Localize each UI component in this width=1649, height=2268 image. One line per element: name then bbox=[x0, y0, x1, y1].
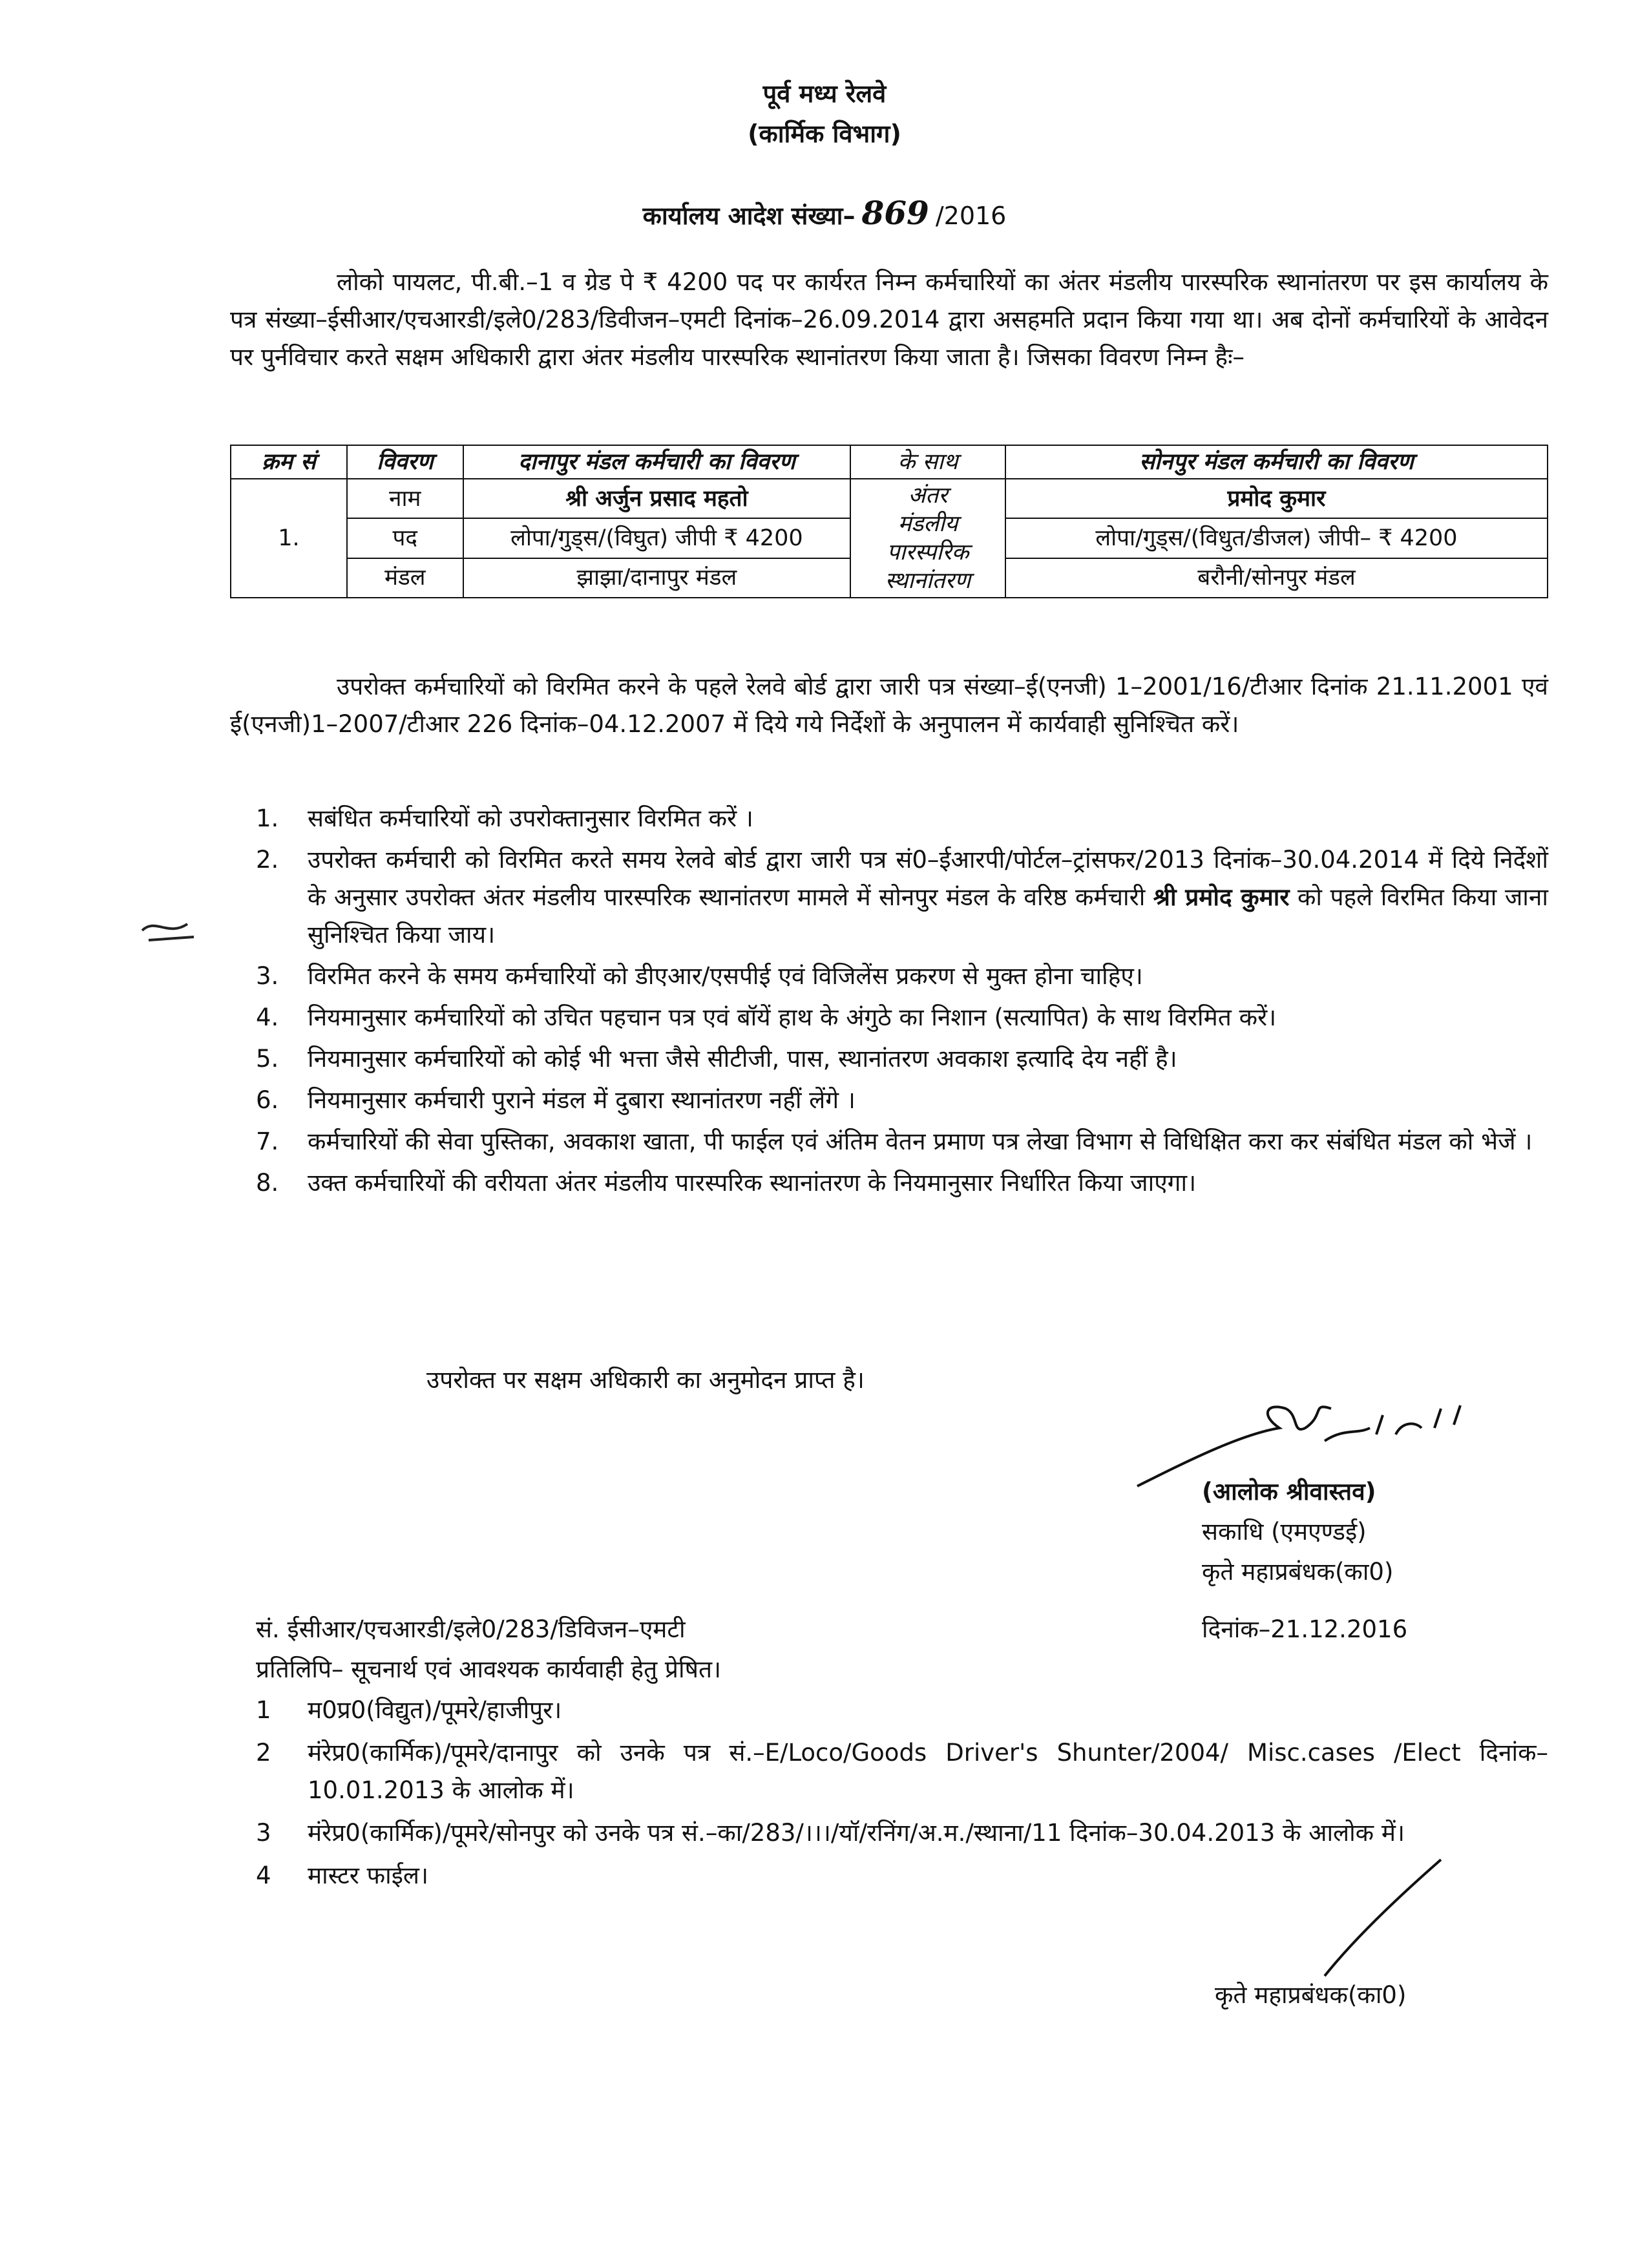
office-order-heading bbox=[0, 194, 1649, 232]
item-number: 2. bbox=[256, 846, 279, 874]
list-item bbox=[256, 1692, 1548, 1729]
danapur-name: श्री अर्जुन प्रसाद महतो bbox=[463, 479, 850, 518]
row-label: पद bbox=[347, 518, 463, 558]
sr-number-cell: 1. bbox=[231, 479, 347, 598]
header-with: के साथ bbox=[850, 445, 1005, 479]
item-number: 4 bbox=[256, 1862, 271, 1889]
sonpur-post: लोपा/गुड्स/(विधुत/डीजल) जीपी– ₹ 4200 bbox=[1005, 518, 1548, 558]
item-text: मंरेप्र0(कार्मिक)/पूमरे/दानापुर को उनके पत्र सं.–E/Loco/Goods Driver's Shunter/2004/ Misc.cases /Elect दिनांक–10.01.2013 के आलोक में। bbox=[308, 1739, 1548, 1804]
list-item bbox=[256, 999, 1548, 1036]
item-text: विरमित करने के समय कर्मचारियों को डीएआर/एसपीई एवं विजिलेंस प्रकरण से मुक्त होना चाहिए। bbox=[308, 962, 1143, 990]
item-number: 6. bbox=[256, 1086, 279, 1114]
middle-line: मंडलीय bbox=[898, 511, 958, 537]
item-number: 4. bbox=[256, 1003, 279, 1031]
header-sr: क्रम सं bbox=[231, 445, 347, 479]
issue-date: दिनांक–21.12.2016 bbox=[1202, 1615, 1408, 1643]
reference-number: सं. ईसीआर/एचआरडी/इले0/283/डिविजन–एमटी bbox=[256, 1615, 686, 1643]
footer-signatory: कृते महाप्रबंधक(का0) bbox=[1215, 1981, 1407, 2009]
header-sonpur: सोनपुर मंडल कर्मचारी का विवरण bbox=[1005, 445, 1548, 479]
initial-stroke bbox=[1312, 1853, 1454, 1982]
instruction-list bbox=[256, 800, 1548, 1206]
approval-note: उपरोक्त पर सक्षम अधिकारी का अनुमोदन प्राप्त है। bbox=[426, 1366, 865, 1394]
item-text: उक्त कर्मचारियों की वरीयता अंतर मंडलीय पारस्परिक स्थानांतरण के नियमानुसार निर्धारित किया जाएगा। bbox=[308, 1169, 1197, 1197]
signatory-for: कृते महाप्रबंधक(का0) bbox=[1202, 1558, 1394, 1586]
item-text: म0प्र0(विद्युत)/पूमरे/हाजीपुर। bbox=[308, 1696, 562, 1724]
danapur-post: लोपा/गुड्स/(विघुत) जीपी ₹ 4200 bbox=[463, 518, 850, 558]
instructions-paragraph: उपरोक्त कर्मचारियों को विरमित करने के पहले रेलवे बोर्ड द्वारा जारी पत्र संख्या–ई(एनजी) 1–2001/16/टीआर दिनांक 21.11.2001 एवं ई(एनजी)1–2007/टीआर 226 दिनांक–04.12.2007 में दिये गये निर्देशों के अनुपालन में कार्यवाही सुनिश्चित करें। bbox=[230, 673, 1548, 738]
list-item bbox=[256, 1123, 1548, 1160]
middle-line: अंतर bbox=[908, 483, 948, 509]
signature-block bbox=[1202, 1472, 1393, 1592]
table-header-row bbox=[231, 445, 1548, 479]
header-danapur: दानापुर मंडल कर्मचारी का विवरण bbox=[463, 445, 850, 479]
list-item bbox=[256, 841, 1548, 954]
row-label: मंडल bbox=[347, 558, 463, 598]
item-text: उपरोक्त कर्मचारी को विरमित करते समय रेलवे बोर्ड द्वारा जारी पत्र सं0–ईआरपी/पोर्टल–ट्रांसफर/2013 दिनांक–30.04.2014 में दिये निर्देशों के अनुसार उपरोक्त अंतर मंडलीय पारस्परिक स्थानांतरण मामले में सोनपुर मंडल के वरिष्ठ कर्मचारी bbox=[308, 846, 1548, 911]
order-number: 869 bbox=[861, 194, 929, 232]
list-item bbox=[256, 1082, 1548, 1119]
item-text: सबंधित कर्मचारियों को उपरोक्तानुसार विरमित करें । bbox=[308, 804, 753, 832]
item-number: 3 bbox=[256, 1819, 271, 1847]
item-number: 1. bbox=[256, 804, 279, 832]
row-label: नाम bbox=[347, 479, 463, 518]
department-title: (कार्मिक विभाग) bbox=[748, 120, 901, 148]
list-item bbox=[256, 1734, 1548, 1809]
item-number: 7. bbox=[256, 1128, 279, 1155]
item-number: 3. bbox=[256, 962, 279, 990]
list-item bbox=[256, 1040, 1548, 1078]
middle-line: स्थानांतरण bbox=[885, 568, 971, 594]
item-number: 5. bbox=[256, 1045, 279, 1073]
item-text-bold: श्री प्रमोद कुमार bbox=[1153, 883, 1290, 911]
intro-paragraph: लोको पायलट, पी.बी.–1 व ग्रेड पे ₹ 4200 पद पर कार्यरत निम्न कर्मचारियों का अंतर मंडलीय पारस्परिक स्थानांतरण पर इस कार्यालय के पत्र संख्या–ईसीआर/एचआरडी/इले0/283/डिवीजन–एमटी दिनांक–26.09.2014 द्वारा असहमति प्रदान किया गया था। अब दोनों कर्मचारियों के आवेदन पर पुर्नविचार करते सक्षम अधिकारी द्वारा अंतर मंडलीय पारस्परिक स्थानांतरण किया जाता है। जिसका विवरण निम्न हैः– bbox=[230, 268, 1548, 371]
copy-to-heading: प्रतिलिपि– सूचनार्थ एवं आवश्यक कार्यवाही हेतु प्रेषित। bbox=[256, 1655, 722, 1683]
margin-scribble bbox=[129, 905, 207, 950]
item-text: नियमानुसार कर्मचारियों को उचित पहचान पत्र एवं बॉयें हाथ के अंगुठे का निशान (सत्यापित) के साथ विरमित करें। bbox=[308, 1003, 1277, 1031]
middle-line: पारस्परिक bbox=[887, 540, 969, 565]
transfer-details-table bbox=[230, 445, 1548, 598]
sonpur-name: प्रमोद कुमार bbox=[1005, 479, 1548, 518]
sonpur-division: बरौनी/सोनपुर मंडल bbox=[1005, 558, 1548, 598]
order-year: /2016 bbox=[935, 202, 1007, 230]
danapur-division: झाझा/दानापुर मंडल bbox=[463, 558, 850, 598]
list-item bbox=[256, 1164, 1548, 1202]
signatory-name: (आलोक श्रीवास्तव) bbox=[1202, 1478, 1376, 1506]
item-number: 1 bbox=[256, 1696, 271, 1724]
list-item bbox=[256, 1814, 1548, 1852]
org-title: पूर्व मध्य रेलवे bbox=[762, 79, 887, 108]
item-text: को पहले विरमित किया जाना सुनिश्चित किया जाय। bbox=[308, 883, 1549, 949]
item-number: 2 bbox=[256, 1739, 271, 1767]
inter-divisional-cell bbox=[850, 479, 1005, 598]
item-text: नियमानुसार कर्मचारियों को कोई भी भत्ता जैसे सीटीजी, पास, स्थानांतरण अवकाश इत्यादि देय नहीं है। bbox=[308, 1045, 1177, 1073]
header-detail: विवरण bbox=[347, 445, 463, 479]
order-label: कार्यालय आदेश संख्या– bbox=[642, 202, 856, 230]
list-item bbox=[256, 800, 1548, 837]
item-text: कर्मचारियों की सेवा पुस्तिका, अवकाश खाता, पी फाईल एवं अंतिम वेतन प्रमाण पत्र लेखा विभाग से विधिक्षित करा कर संबंधित मंडल को भेजें । bbox=[308, 1128, 1533, 1155]
item-text: नियमानुसार कर्मचारी पुराने मंडल में दुबारा स्थानांतरण नहीं लेंगे । bbox=[308, 1086, 856, 1114]
item-text: मास्टर फाईल। bbox=[308, 1862, 429, 1889]
item-number: 8. bbox=[256, 1169, 279, 1197]
signatory-designation: सकाधि (एमएण्डई) bbox=[1202, 1518, 1367, 1546]
table-row bbox=[231, 479, 1548, 518]
item-text: मंरेप्र0(कार्मिक)/पूमरे/सोनपुर को उनके पत्र सं.–का/283/।।।/यॉ/रनिंग/अ.म./स्थाना/11 दिनांक–30.04.2013 के आलोक में। bbox=[308, 1819, 1405, 1847]
list-item bbox=[256, 958, 1548, 995]
